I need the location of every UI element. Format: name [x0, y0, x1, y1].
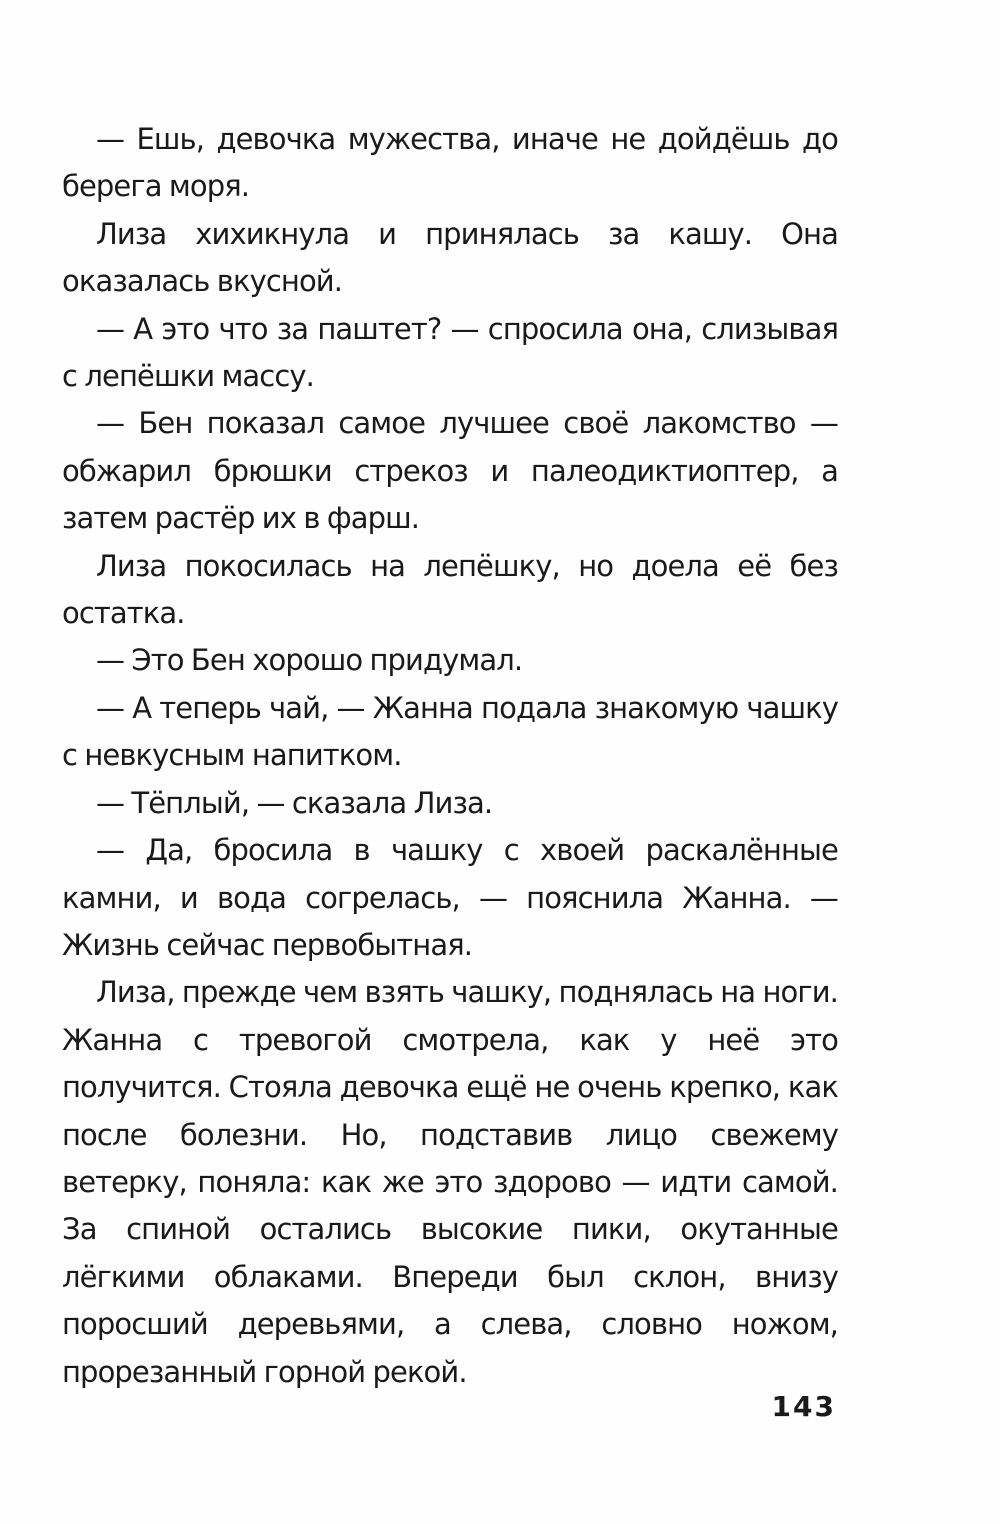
paragraph: — Да, бросила в чашку с хвоей раскалённые камни, и вода согрелась, — пояснила Жанна. — Жизнь сейчас первобытная.	[62, 833, 838, 962]
paragraph: Лиза покосилась на лепёшку, но доела её без остатка.	[62, 548, 838, 631]
body-text	[62, 116, 838, 1396]
page-number: 143	[771, 1390, 836, 1423]
paragraph: — Ешь, девочка мужества, иначе не дойдёшь до берега моря.	[62, 122, 838, 204]
paragraph: — Бен показал самое лучшее своё лакомство — обжарил брюшки стрекоз и палеодиктиоптер, а затем растёр их в фарш.	[62, 406, 838, 536]
paragraph: — А теперь чай, — Жанна подала знакомую чашку с невкусным напитком.	[62, 690, 838, 773]
paragraph: — Тёплый, — сказала Лиза.	[96, 785, 493, 820]
paragraph: Лиза, прежде чем взять чашку, поднялась на ноги. Жанна с тревогой смотрела, как у неё это получится. Стояла девочка ещё не очень крепко, как после болезни. Но, подставив лицо свежему ветерку, поняла: как же это здорово — идти самой. За спиной остались высокие пики, окутанные лёгкими облаками. Впереди был склон, внизу поросший деревьями, а слева, словно ножом, прорезанный горной рекой.	[62, 975, 838, 1389]
paragraph: — Это Бен хорошо придумал.	[96, 643, 523, 678]
paragraph: Лиза хихикнула и принялась за кашу. Она оказалась вкусной.	[62, 216, 838, 299]
paragraph: — А это что за паштет? — спросила она, слизывая с лепёшки массу.	[62, 311, 838, 394]
